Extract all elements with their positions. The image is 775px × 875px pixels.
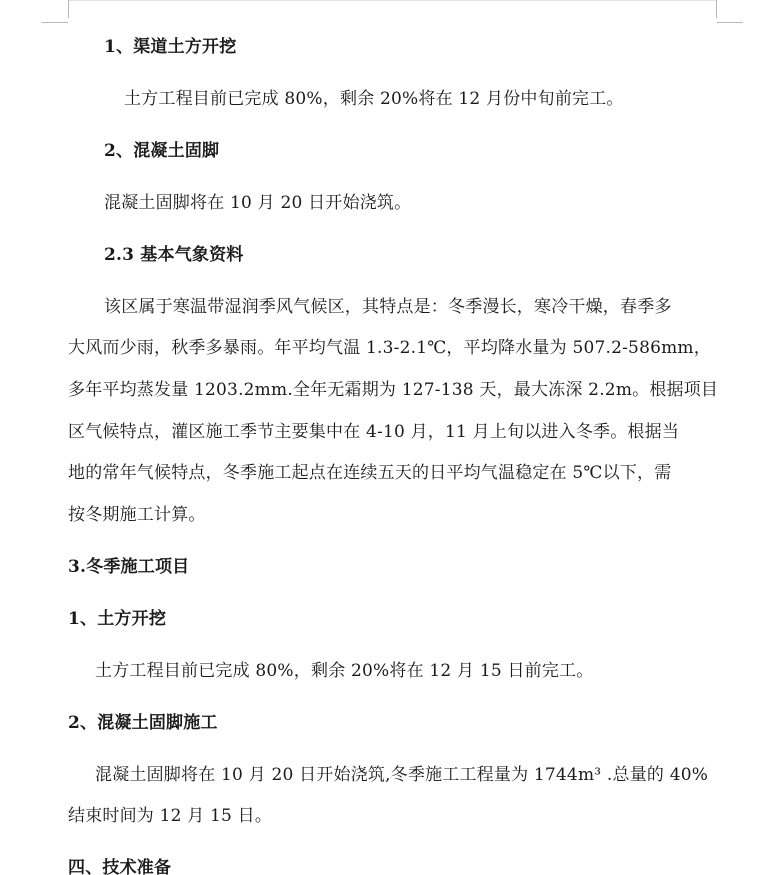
paragraph-concrete-footing: 混凝土固脚将在 10 月 20 日开始浇筑。 [104, 193, 412, 213]
section-heading-weather-data: 2.3 基本气象资料 [104, 245, 244, 265]
paragraph-weather-line-2: 大风而少雨，秋季多暴雨。年平均气温 1.3-2.1℃，平均降水量为 507.2-586mm， [68, 338, 711, 358]
section-heading-winter-items: 3.冬季施工项目 [68, 557, 190, 577]
margin-mark-left [68, 0, 69, 18]
paragraph-weather-line-1: 该区属于寒温带湿润季风气候区，其特点是：冬季漫长，寒冷干燥，春季多 [104, 297, 672, 317]
paragraph-weather-line-5: 地的常年气候特点，冬季施工起点在连续五天的日平均气温稳定在 5℃以下，需 [68, 463, 672, 483]
section-heading-earthwork: 1、土方开挖 [68, 609, 167, 629]
margin-mark-right [716, 0, 717, 18]
margin-tick-left [42, 22, 68, 23]
paragraph-concrete-line-1: 混凝土固脚将在 10 月 20 日开始浇筑,冬季施工工程量为 1744m³ .总量的 40% [95, 765, 709, 785]
paragraph-weather-line-3: 多年平均蒸发量 1203.2mm.全年无霜期为 127-138 天，最大冻深 2.2m。根据项目 [68, 380, 719, 400]
paragraph-weather-line-4: 区气候特点，灌区施工季节主要集中在 4-10 月，11 月上旬以进入冬季。根据当 [68, 422, 680, 442]
paragraph-earthwork-progress: 土方工程目前已完成 80%，剩余 20%将在 12 月份中旬前完工。 [124, 89, 624, 109]
section-heading-technical-preparation: 四、技术准备 [68, 858, 172, 875]
paragraph-concrete-line-2: 结束时间为 12 月 15 日。 [68, 806, 273, 826]
margin-tick-right [717, 22, 743, 23]
paragraph-weather-line-6: 按冬期施工计算。 [68, 505, 206, 525]
paragraph-earthwork-completion: 土方工程目前已完成 80%，剩余 20%将在 12 月 15 日前完工。 [95, 661, 594, 681]
page-top-rule [69, 0, 716, 1]
section-heading-canal-earthwork: 1、渠道土方开挖 [104, 37, 237, 57]
section-heading-concrete-footing-construction: 2、混凝土固脚施工 [68, 713, 218, 733]
section-heading-concrete-footing: 2、混凝土固脚 [104, 141, 220, 161]
